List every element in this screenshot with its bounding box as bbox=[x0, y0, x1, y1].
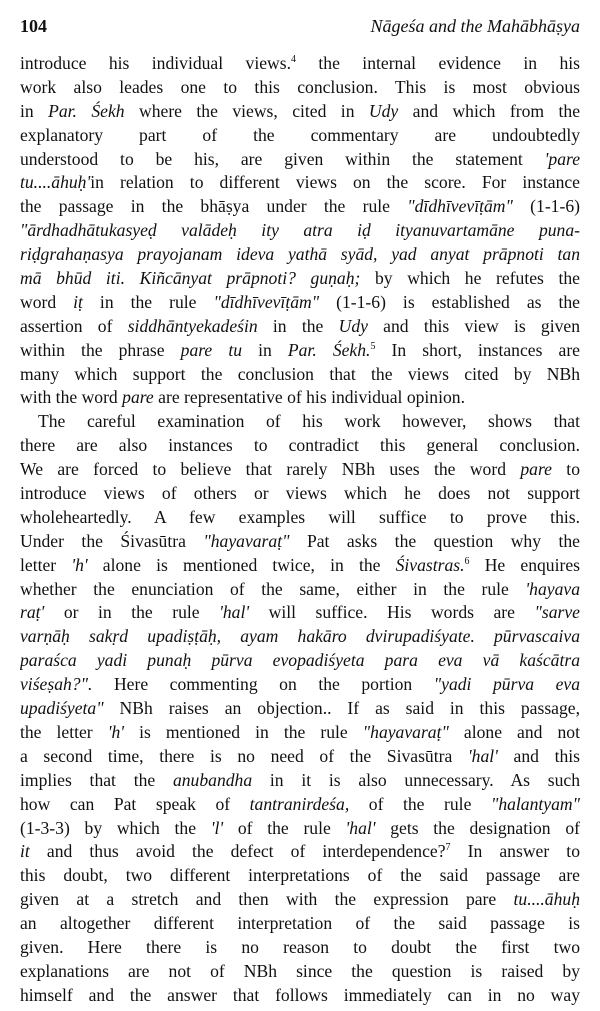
text-run: the internal evidence in his bbox=[296, 53, 580, 73]
text-line bbox=[20, 386, 580, 410]
text-run: assertion of bbox=[20, 315, 128, 336]
italic-term: 'l' bbox=[210, 817, 224, 838]
text-line bbox=[20, 530, 580, 554]
italic-term: varṇāḥ sakṛd upadiṣṭāḥ, ayam hakāro dvirupadiśyate. pūrvascaiva bbox=[20, 626, 580, 647]
italic-term: tantranirdeśa, bbox=[249, 793, 350, 814]
text-run: in bbox=[20, 100, 49, 121]
italic-term: paraśca yadi punaḥ pūrva evopadiśyeta para eva vā kaścātra bbox=[20, 650, 580, 671]
italic-term: "hayavaraṭ" bbox=[362, 721, 449, 742]
footnote-marker: 6 bbox=[464, 555, 470, 567]
text-line bbox=[20, 291, 580, 315]
text-run: of the rule bbox=[349, 793, 491, 814]
italic-term: Par. Śekh bbox=[48, 100, 125, 121]
text-run: an altogether different interpretation of the said passage is bbox=[20, 913, 580, 934]
text-line bbox=[20, 936, 580, 960]
text-run: in the bbox=[257, 315, 339, 336]
text-run: many which support the conclusion that the views cited by NBh bbox=[20, 363, 580, 384]
text-line bbox=[20, 195, 580, 219]
text-line bbox=[20, 888, 580, 912]
text-run: in bbox=[242, 339, 288, 360]
italic-term: pare bbox=[122, 387, 154, 408]
italic-term: "ārdhadhātukasyeḍ valādeḥ ity atra iḍ ityanuvartamāne puna- bbox=[20, 220, 580, 241]
text-run: alone is mentioned twice, in the bbox=[87, 554, 396, 575]
page-header bbox=[20, 16, 580, 42]
text-run: Pat asks the question why the bbox=[289, 530, 580, 551]
text-run: in relation to different views on the score. For instance bbox=[90, 172, 580, 193]
italic-term: 'hal' bbox=[467, 745, 498, 766]
italic-term: pare bbox=[520, 459, 552, 480]
italic-term: 'hayava bbox=[525, 578, 580, 599]
text-run: whether the enunciation of the same, either in the rule bbox=[20, 578, 526, 599]
italic-term: 'pare bbox=[544, 148, 580, 169]
text-run: there are also instances to contradict this general conclusion. bbox=[20, 435, 580, 456]
text-line bbox=[20, 625, 580, 649]
italic-term: it bbox=[20, 841, 30, 862]
italic-term: upadiśyeta" bbox=[20, 698, 104, 719]
text-run: the passage in the bhāṣya under the rule bbox=[20, 196, 408, 217]
text-run: and this bbox=[497, 745, 580, 766]
italic-term: siddhāntyekadeśin bbox=[127, 315, 258, 336]
text-line bbox=[20, 578, 580, 602]
text-line bbox=[20, 410, 580, 434]
text-run: (1-1-6) bbox=[512, 196, 580, 217]
text-run: of the rule bbox=[223, 817, 346, 838]
text-line bbox=[20, 124, 580, 148]
italic-term: 'h' bbox=[71, 554, 88, 575]
italic-term: 'h' bbox=[107, 721, 125, 742]
footnote-marker: 7 bbox=[445, 842, 451, 854]
text-run: Under the Śivasūtra bbox=[20, 530, 204, 551]
text-run: are representative of his individual opinion. bbox=[153, 387, 465, 408]
text-run: In answer to bbox=[450, 841, 580, 862]
italic-term: tu....āhuḥ' bbox=[20, 172, 91, 193]
text-line bbox=[20, 76, 580, 100]
italic-term: "halantyam" bbox=[490, 793, 580, 814]
text-run: In short, instances are bbox=[375, 339, 580, 360]
text-line bbox=[20, 840, 580, 864]
italic-term: raṭ' bbox=[20, 602, 45, 623]
text-line bbox=[20, 267, 580, 291]
text-line bbox=[20, 745, 580, 769]
text-run: to bbox=[551, 459, 580, 480]
body-text bbox=[20, 52, 580, 1008]
text-run: explanations are not of NBh since the question is raised by bbox=[20, 960, 580, 981]
text-line bbox=[20, 769, 580, 793]
text-run: where the views, cited in bbox=[124, 100, 369, 121]
italic-term: tu....āhuḥ bbox=[513, 889, 580, 910]
text-run: in it is also unnecessary. As such bbox=[252, 769, 580, 790]
text-run: Here commenting on the portion bbox=[92, 674, 434, 695]
text-run: a second time, there is no need of the Sivasūtra bbox=[20, 745, 468, 766]
italic-term: Udy bbox=[368, 100, 399, 121]
text-line bbox=[20, 673, 580, 697]
text-run: The careful examination of his work however, shows that bbox=[38, 411, 580, 432]
text-run: We are forced to believe that rarely NBh uses the word bbox=[20, 459, 521, 480]
text-run: given at a stretch and then with the expression pare bbox=[20, 889, 514, 910]
text-line bbox=[20, 817, 580, 841]
italic-term: "hayavaraṭ" bbox=[203, 530, 290, 551]
text-line bbox=[20, 649, 580, 673]
text-run: this doubt, two different interpretations of the said passage are bbox=[20, 865, 580, 886]
running-head: Nāgeśa and the Mahābhāṣya bbox=[370, 16, 580, 36]
text-run: gets the designation of bbox=[375, 817, 580, 838]
italic-term: "yadi pūrva eva bbox=[433, 674, 580, 695]
text-run: He enquires bbox=[469, 554, 580, 575]
text-run: with the word bbox=[20, 387, 123, 408]
text-run: and thus avoid the defect of interdependence? bbox=[29, 841, 446, 862]
text-run: word bbox=[20, 291, 74, 312]
text-run: is mentioned in the rule bbox=[124, 721, 363, 742]
italic-term: 'hal' bbox=[345, 817, 376, 838]
text-line bbox=[20, 554, 580, 578]
text-run: himself and the answer that follows immediately can in no way bbox=[20, 984, 580, 1005]
text-run: implies that the bbox=[20, 769, 173, 790]
text-line bbox=[20, 148, 580, 172]
text-run: alone and not bbox=[448, 721, 580, 742]
text-run: in the rule bbox=[82, 291, 214, 312]
text-run: will suffice. His words are bbox=[249, 602, 535, 623]
italic-term: Udy bbox=[338, 315, 368, 336]
text-line bbox=[20, 434, 580, 458]
text-run: introduce views of others or views which he does not support bbox=[20, 483, 580, 504]
text-run: how can Pat speak of bbox=[20, 793, 250, 814]
italic-term: Par. Śekh. bbox=[287, 339, 371, 360]
italic-term: "dīdhīvevīṭām" bbox=[407, 196, 513, 217]
text-run: within the phrase bbox=[20, 339, 181, 360]
italic-term: "sarve bbox=[534, 602, 580, 623]
text-run: and which from the bbox=[398, 100, 580, 121]
italic-term: viśeṣah?". bbox=[20, 674, 93, 695]
italic-term: iṭ bbox=[73, 291, 83, 312]
text-line bbox=[20, 601, 580, 625]
text-run: letter bbox=[20, 554, 72, 575]
text-run: introduce his individual views. bbox=[20, 53, 291, 73]
italic-term: mā bhūd iti. Kiñcānyat prāpnoti? guṇaḥ; bbox=[20, 268, 361, 289]
text-run: the letter bbox=[20, 721, 108, 742]
italic-term: riḍgrahaṇasya prayojanam ideva yathā syād, yad anyat prāpnoti tan bbox=[20, 244, 580, 265]
italic-term: anubandha bbox=[172, 769, 253, 790]
text-line bbox=[20, 864, 580, 888]
text-line bbox=[20, 458, 580, 482]
text-run: and this view is given bbox=[367, 315, 580, 336]
italic-term: 'hal' bbox=[219, 602, 250, 623]
italic-term: "dīdhīvevīṭām" bbox=[213, 291, 320, 312]
text-run: (1-3-3) by which the bbox=[20, 817, 211, 838]
text-run: explanatory part of the commentary are undoubtedly bbox=[20, 124, 580, 145]
text-line bbox=[20, 363, 580, 387]
text-line bbox=[20, 912, 580, 936]
text-run: understood to be his, are given within the statement bbox=[20, 148, 545, 169]
text-line bbox=[20, 697, 580, 721]
footnote-marker: 4 bbox=[291, 54, 296, 66]
italic-term: Śivastras. bbox=[395, 554, 465, 575]
text-run: (1-1-6) is established as the bbox=[319, 291, 580, 312]
text-line bbox=[20, 984, 580, 1008]
text-run: given. Here there is no reason to doubt the first two bbox=[20, 936, 580, 957]
italic-term: pare tu bbox=[180, 339, 243, 360]
text-run: work also leades one to this conclusion. This is most obvious bbox=[20, 76, 580, 97]
text-line bbox=[20, 339, 580, 363]
text-line bbox=[20, 315, 580, 339]
text-line bbox=[20, 243, 580, 267]
text-line bbox=[20, 960, 580, 984]
footnote-marker: 5 bbox=[370, 340, 376, 352]
text-run: by which he refutes the bbox=[360, 268, 580, 289]
text-run: or in the rule bbox=[44, 602, 220, 623]
text-line bbox=[20, 793, 580, 817]
text-line bbox=[20, 482, 580, 506]
text-line bbox=[20, 52, 580, 76]
text-line bbox=[20, 219, 580, 243]
text-run: wholeheartedly. A few examples will suffice to prove this. bbox=[20, 506, 580, 527]
text-line bbox=[20, 721, 580, 745]
text-line bbox=[20, 506, 580, 530]
text-line bbox=[20, 100, 580, 124]
text-run: NBh raises an objection.. If as said in this passage, bbox=[103, 698, 580, 719]
text-line bbox=[20, 171, 580, 195]
page-number: 104 bbox=[20, 16, 47, 36]
